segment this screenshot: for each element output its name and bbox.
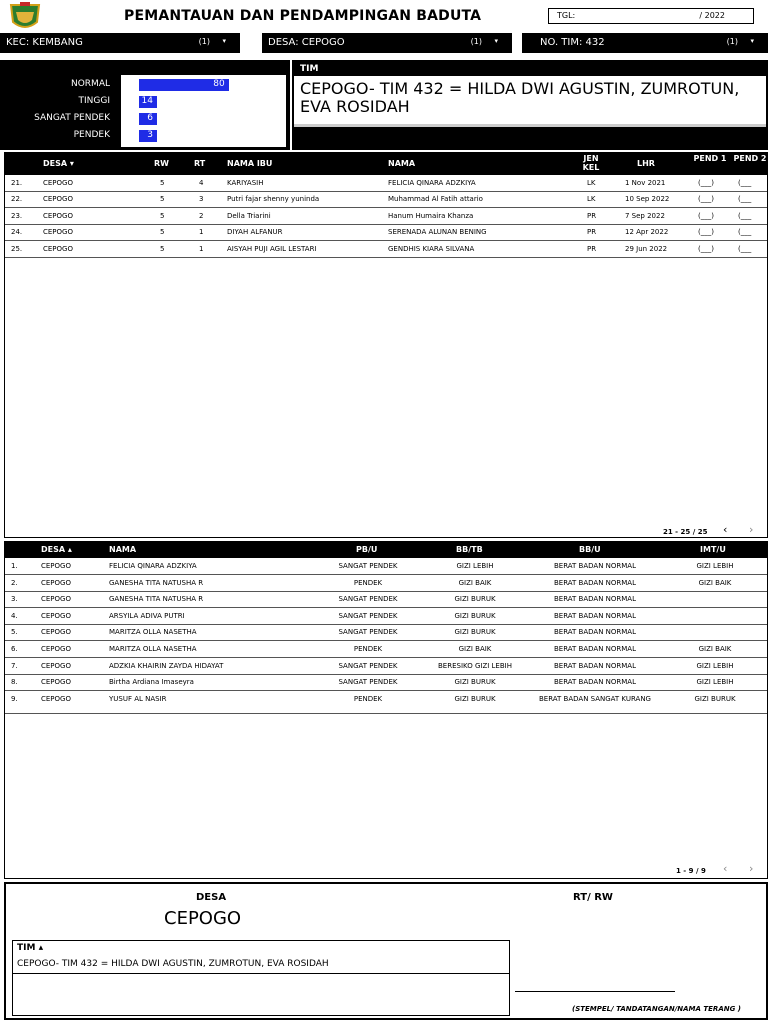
pb-u-cell: SANGAT PENDEK [338,628,398,637]
desa-filter[interactable] [262,33,512,53]
bb-u-cell: BERAT BADAN SANGAT KURANG [539,694,651,703]
bb-tb-cell: GIZI BURUK [454,611,496,620]
rt-cell: 4 [199,179,204,187]
desa-cell: CEPOGO [43,195,73,204]
jen-kel-cell: PR [587,211,597,220]
status-bar-chart [0,60,290,150]
pend-1-cell: (___) [698,244,714,253]
desa-cell: CEPOGO [41,694,71,703]
table-row[interactable] [5,241,767,258]
pend-2-cell: (___ [738,244,752,253]
chart-category-label: PENDEK [73,130,110,140]
imt-u-cell: GIZI BAIK [698,578,732,587]
col-rt[interactable]: RT [194,159,206,168]
bb-u-cell: BERAT BADAN NORMAL [554,595,636,604]
nama-ibu-cell: DIYAH ALFANUR [227,228,283,237]
pb-u-cell: SANGAT PENDEK [338,661,398,670]
col-bb-u[interactable]: BB/U [579,545,601,554]
pend-1-cell: (___) [698,211,714,220]
baduta-table-header [5,153,767,175]
bb-u-cell: BERAT BADAN NORMAL [554,678,636,687]
rt-cell: 3 [199,195,204,204]
jen-kel-cell: LK [587,195,596,204]
bb-tb-cell: GIZI BURUK [454,694,496,703]
stempel-caption: (STEMPEL/ TANDATANGAN/NAMA TERANG ) [572,1005,741,1013]
page-title: PEMANTAUAN DAN PENDAMPINGAN BADUTA [124,8,482,24]
pb-u-cell: PENDEK [353,578,383,587]
nutrition-table [4,541,768,879]
nama-ibu-cell: AISYAH PUJI AGIL LESTARI [227,244,317,253]
rw-cell: 5 [160,211,165,220]
table-row[interactable] [5,224,767,241]
prev-page-icon[interactable]: ‹ [723,523,728,536]
signature-line [515,991,675,992]
tim-filter[interactable] [522,33,768,53]
bb-tb-cell: GIZI BURUK [454,628,496,637]
col-jen-kel[interactable]: JEN KEL [582,154,600,172]
nama-cell: ADZKIA KHAIRIN ZAYDA HIDAYAT [109,661,224,670]
table-row[interactable] [5,658,767,675]
jen-kel-cell: PR [587,244,597,253]
desa-cell: CEPOGO [43,244,73,253]
desa-filter-count: (1) [470,37,482,46]
nama-cell: GANESHA TITA NATUSHA R [109,595,204,604]
tim-filter-label: NO. TIM: 432 [540,37,605,48]
bb-tb-cell: GIZI BURUK [454,595,496,604]
row-number: 23. [11,211,23,220]
pend-1-cell: (___) [698,228,714,237]
row-number: 21. [11,179,23,187]
pb-u-cell: SANGAT PENDEK [338,595,398,604]
row-number: 24. [11,228,23,237]
filter-bar [0,33,768,53]
desa-value: CEPOGO [164,908,242,929]
tim-panel-divider [294,124,766,127]
chart-bar-value: 6 [147,113,153,123]
table-row[interactable] [5,591,767,608]
col-pb-u[interactable]: PB/U [356,545,378,554]
desa-cell: CEPOGO [43,228,73,237]
chart-bar[interactable] [139,130,157,142]
imt-u-cell: GIZI LEBIH [696,562,734,570]
tim-table-divider [13,973,509,974]
chevron-down-icon[interactable]: ▾ [494,37,498,45]
desa-cell: CEPOGO [41,628,71,637]
desa-cell: CEPOGO [41,578,71,587]
nama-cell: ARSYILA ADIVA PUTRI [109,611,185,620]
pb-u-cell: PENDEK [353,694,383,703]
desa-label: DESA [196,892,227,903]
kecamatan-filter-count: (1) [198,37,210,46]
col-nama[interactable]: NAMA [109,545,137,554]
row-number: 8. [11,678,18,687]
desa-cell: CEPOGO [41,611,71,620]
chevron-down-icon[interactable]: ▾ [750,37,754,45]
desa-cell: CEPOGO [41,661,71,670]
table-row[interactable] [5,608,767,625]
rw-cell: 5 [160,244,165,253]
regency-logo-icon [6,2,44,32]
col-desa[interactable]: DESA ▾ [43,159,74,168]
chart-bar-value: 80 [213,79,225,89]
col-desa[interactable]: DESA ▴ [41,545,72,554]
nama-cell: GENDHIS KIARA SILVANA [388,244,475,253]
nama-ibu-cell: Della Triarini [227,211,271,220]
tim-panel-header: TIM [300,64,319,74]
tim-filter-count: (1) [726,37,738,46]
tim-table-header[interactable]: TIM ▴ [17,943,44,953]
table-row[interactable] [5,175,767,192]
chart-category-label: SANGAT PENDEK [34,113,110,123]
bb-tb-cell: GIZI BAIK [458,578,492,587]
next-page-icon[interactable]: › [749,523,754,536]
row-number: 1. [11,562,18,570]
chart-bar[interactable] [139,96,157,108]
table-row[interactable] [5,624,767,641]
date-year: / 2022 [699,11,725,20]
jen-kel-cell: LK [587,179,596,187]
pb-u-cell: SANGAT PENDEK [338,562,398,570]
nama-cell: Muhammad Al Fatih attario [388,195,483,204]
table-row[interactable] [5,575,767,592]
nama-cell: MARITZA OLLA NASETHA [109,645,197,653]
pend-2-cell: (___ [738,228,752,237]
pend-2-cell: (___ [738,195,752,204]
chart-bar[interactable] [139,79,229,91]
row-number: 4. [11,611,18,620]
chart-bar-value: 3 [147,130,153,140]
table-row[interactable] [5,641,767,658]
chart-bar-value: 14 [141,96,153,106]
row-number: 5. [11,628,18,637]
bb-u-cell: BERAT BADAN NORMAL [554,628,636,637]
desa-cell: CEPOGO [43,179,73,187]
table-row[interactable] [5,674,767,691]
bb-u-cell: BERAT BADAN NORMAL [554,578,636,587]
pend-2-cell: (___ [738,179,752,187]
pb-u-cell: PENDEK [353,645,383,653]
imt-u-cell: GIZI LEBIH [696,661,734,670]
col-nama[interactable]: NAMA [388,159,416,168]
rt-cell: 2 [199,211,204,220]
bb-u-cell: BERAT BADAN NORMAL [554,562,636,570]
pend-1-cell: (___) [698,195,714,204]
desa-cell: CEPOGO [41,595,71,604]
row-number: 25. [11,244,23,253]
row-number: 6. [11,645,18,653]
lhr-cell: 10 Sep 2022 [625,195,670,204]
table-row[interactable] [5,558,767,575]
desa-cell: CEPOGO [41,645,71,653]
chart-category-label: TINGGI [78,96,110,106]
nama-cell: FELICIA QINARA ADZKIYA [388,179,476,187]
rw-cell: 5 [160,195,165,204]
tim-table-value: CEPOGO- TIM 432 = HILDA DWI AGUSTIN, ZUMROTUN, EVA ROSIDAH [17,959,329,969]
bb-u-cell: BERAT BADAN NORMAL [554,645,636,653]
imt-u-cell: GIZI BAIK [698,645,732,653]
row-number: 3. [11,595,18,604]
bb-u-cell: BERAT BADAN NORMAL [554,661,636,670]
pend-1-cell: (___) [698,179,714,187]
col-imt-u[interactable]: IMT/U [700,545,726,554]
tim-panel-text: CEPOGO- TIM 432 = HILDA DWI AGUSTIN, ZUMROTUN, EVA ROSIDAH [300,79,740,116]
table-row[interactable] [5,191,767,208]
desa-cell: CEPOGO [43,211,73,220]
kecamatan-filter[interactable] [0,33,240,53]
bb-tb-cell: GIZI LEBIH [456,562,494,570]
bb-tb-cell: GIZI BURUK [454,678,496,687]
desa-cell: CEPOGO [41,678,71,687]
rt-cell: 1 [199,244,204,253]
tim-table [12,940,510,1016]
nutrition-table-header [5,542,767,558]
bb-tb-cell: BERESIKO GIZI LEBIH [438,661,512,670]
date-field[interactable] [548,8,754,24]
row-number: 22. [11,195,23,204]
row-number: 7. [11,661,18,670]
chart-category-label: NORMAL [70,79,110,89]
bb-u-cell: BERAT BADAN NORMAL [554,611,636,620]
rw-cell: 5 [160,228,165,237]
baduta-table [4,152,768,538]
col-bb-tb[interactable]: BB/TB [456,545,483,554]
col-rw[interactable]: RW [154,159,169,168]
table-row[interactable] [5,208,767,225]
row-number: 9. [11,694,18,703]
lhr-cell: 1 Nov 2021 [625,179,666,187]
nama-cell: GANESHA TITA NATUSHA R [109,578,204,587]
jen-kel-cell: PR [587,228,597,237]
date-label: TGL: [557,11,576,20]
table-row[interactable] [5,691,767,714]
col-lhr[interactable]: LHR [637,159,655,168]
desa-filter-label: DESA: CEPOGO [268,37,345,48]
rt-cell: 1 [199,228,204,237]
col-nama-ibu[interactable]: NAMA IBU [227,159,273,168]
nama-cell: SERENADA ALUNAN BENING [388,228,487,237]
baduta-table-pager: 21 - 25 / 25 [663,528,708,536]
nama-ibu-cell: Putri fajar shenny yuninda [227,195,320,204]
nama-ibu-cell: KARIYASIH [227,179,264,187]
nama-cell: MARITZA OLLA NASETHA [109,628,197,637]
imt-u-cell: GIZI BURUK [694,694,736,703]
lhr-cell: 7 Sep 2022 [625,211,665,220]
chevron-down-icon[interactable]: ▾ [222,37,226,45]
pend-2-cell: (___ [738,211,752,220]
col-pend-2[interactable]: PEND 2 [733,154,767,163]
next-page-icon[interactable]: › [749,862,754,875]
desa-cell: CEPOGO [41,562,71,570]
bb-tb-cell: GIZI BAIK [458,645,492,653]
chart-bar[interactable] [139,113,157,125]
kecamatan-filter-label: KEC: KEMBANG [6,37,83,48]
lhr-cell: 12 Apr 2022 [625,228,669,237]
rt-rw-label: RT/ RW [573,892,613,903]
nutrition-table-pager: 1 - 9 / 9 [676,867,706,875]
nama-cell: Birtha Ardiana Imaseyra [109,678,194,687]
pb-u-cell: SANGAT PENDEK [338,678,398,687]
prev-page-icon[interactable]: ‹ [723,862,728,875]
nama-cell: YUSUF AL NASIR [109,694,167,703]
imt-u-cell: GIZI LEBIH [696,678,734,687]
lhr-cell: 29 Jun 2022 [625,244,668,253]
nama-cell: FELICIA QINARA ADZKIYA [109,562,197,570]
row-number: 2. [11,578,18,587]
nama-cell: Hanum Humaira Khanza [388,211,474,220]
pb-u-cell: SANGAT PENDEK [338,611,398,620]
rw-cell: 5 [160,179,165,187]
col-pend-1[interactable]: PEND 1 [693,154,727,163]
